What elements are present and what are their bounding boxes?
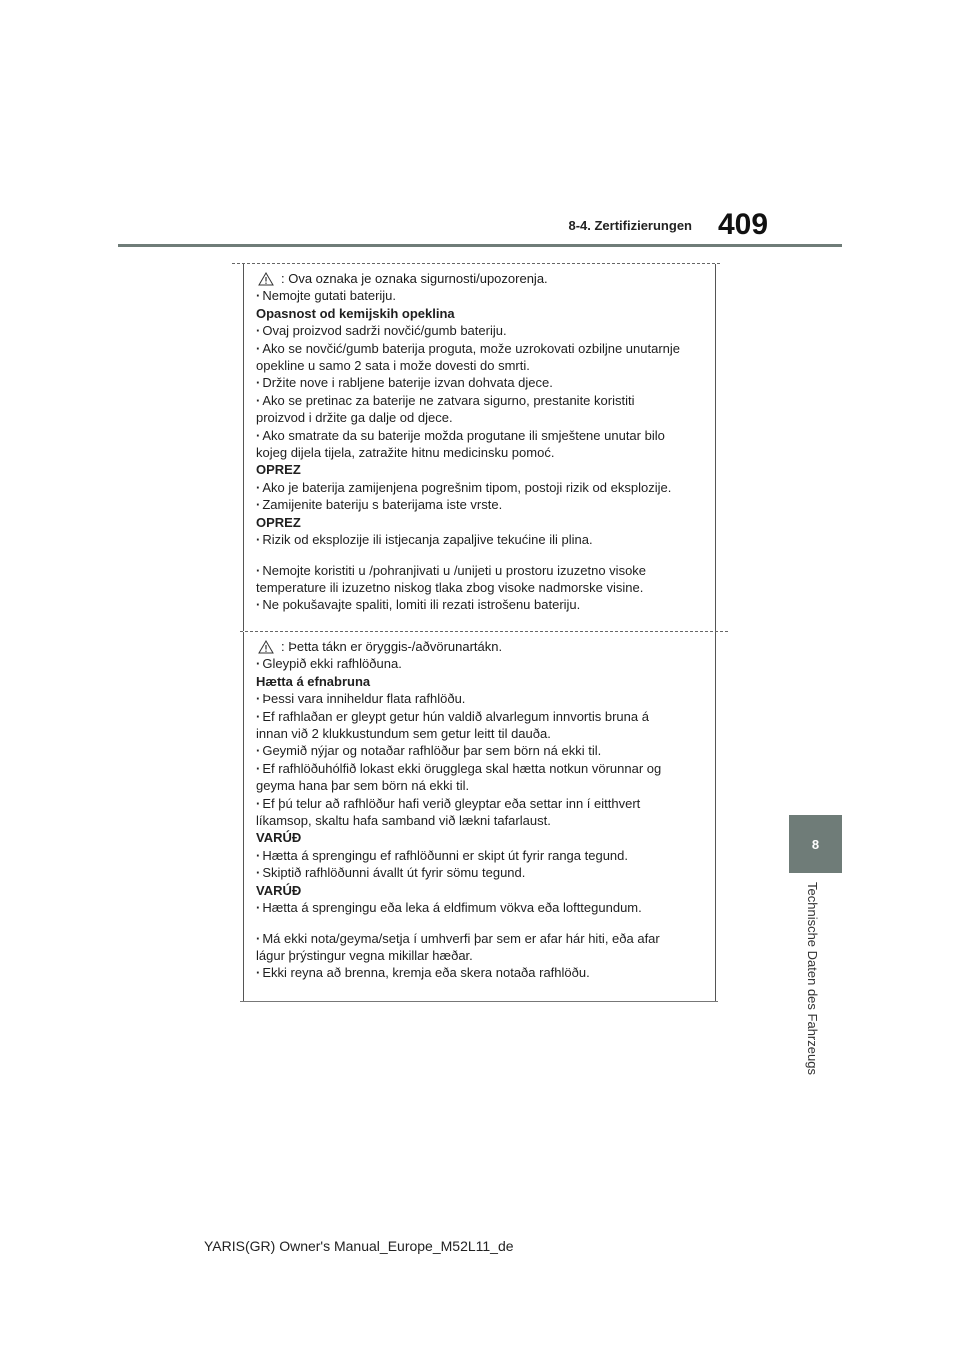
bullet-item: · Ne pokušavajte spaliti, lomiti ili rezati istrošenu bateriju. [256,596,707,613]
croatian-warning-label: : Ova oznaka je oznaka sigurnosti/upozorenja. [281,271,548,286]
bullet-item: · Držite nove i rabljene baterije izvan dohvata djece. [256,374,707,391]
text-line: geyma hana þar sem börn ná ekki til. [256,778,470,794]
text-line: innan við 2 klukkustundum sem getur leitt til dauða. [256,726,551,742]
bullet-item: · Þessi vara inniheldur flata rafhlöðu. [256,690,707,707]
section-heading: OPREZ [256,514,301,530]
bullet-item: · Ako je baterija zamijenjena pogrešnim tipom, postoji rizik od eksplozije. [256,479,707,496]
section-heading: OPREZ [256,462,301,478]
bullet-item: · Ako se novčić/gumb baterija proguta, može uzrokovati ozbiljne unutarnje [256,340,707,357]
icelandic-warning-label: : Þetta tákn er öryggis-/aðvörunartákn. [281,639,503,654]
paragraph-gap [256,917,707,930]
bullet-item: · Geymið nýjar og notaðar rafhlöður þar sem börn ná ekki til. [256,742,707,759]
bullet-item: · Ako smatrate da su baterije možda progutane ili smještene unutar bilo [256,427,707,444]
text-line: lágur þrýstingur vegna mikillar hæðar. [256,947,473,963]
bullet-item: · Skiptið rafhlöðunni ávallt út fyrir sömu tegund. [256,864,707,881]
section-heading: VARÚÐ [256,882,302,898]
box-bottom-rule [240,1001,718,1002]
bullet-item: · Hætta á sprengingu ef rafhlöðunni er skipt út fyrir ranga tegund. [256,847,707,864]
icelandic-warning-header [256,638,707,655]
chapter-title: Technische Daten des Fahrzeugs [805,882,820,1075]
icelandic-warning-box [243,632,716,1001]
paragraph-gap [256,549,707,562]
text-line: líkamsop, skaltu hafa samband við lækni tafarlaust. [256,813,551,829]
section-heading: Hætta á efnabruna [256,673,371,689]
section-heading: Opasnost od kemijskih opeklina [256,305,455,321]
bullet-item: · Ovaj proizvod sadrži novčić/gumb bateriju. [256,322,707,339]
text-line: opekline u samo 2 sata i može dovesti do smrti. [256,358,530,374]
header-divider [118,244,842,247]
bullet-item: · Zamijenite bateriju s baterijama iste vrste. [256,496,707,513]
croatian-text-lines [256,287,707,613]
bullet-item: · Ekki reyna að brenna, kremja eða skera notaða rafhlöðu. [256,964,707,981]
bullet-item: · Nemojte gutati bateriju. [256,287,707,304]
bullet-item: · Má ekki nota/geyma/setja í umhverfi þar sem er afar hár hiti, eða afar [256,930,707,947]
bullet-item: · Hætta á sprengingu eða leka á eldfimum vökva eða lofttegundum. [256,899,707,916]
chapter-tab [789,815,842,873]
warning-triangle-icon [258,640,274,654]
section-title: 8-4. Zertifizierungen [568,218,692,233]
text-line: temperature ili izuzetno niskog tlaka zbog visoke nadmorske visine. [256,579,644,595]
footer-manual-id: YARIS(GR) Owner's Manual_Europe_M52L11_de [204,1238,514,1254]
bullet-item: · Ef rafhlaðan er gleypt getur hún valdið alvarlegum innvortis bruna á [256,708,707,725]
text-line: kojeg dijela tijela, zatražite hitnu medicinsku pomoć. [256,445,555,461]
bullet-item: · Gleypið ekki rafhlöðuna. [256,655,707,672]
croatian-warning-header [256,270,707,287]
section-heading: VARÚÐ [256,830,302,846]
bullet-item: · Rizik od eksplozije ili istjecanja zapaljive tekućine ili plina. [256,531,707,548]
chapter-number: 8 [811,836,820,852]
text-line: proizvod i držite ga dalje od djece. [256,410,453,426]
icelandic-text-lines [256,655,707,981]
bullet-item: · Nemojte koristiti u /pohranjivati u /unijeti u prostoru izuzetno visoke [256,562,707,579]
bullet-item: · Ef rafhlöðuhólfið lokast ekki örugglega skal hætta notkun vörunnar og [256,760,707,777]
bullet-item: · Ako se pretinac za baterije ne zatvara sigurno, prestanite koristiti [256,392,707,409]
bullet-item: · Ef þú telur að rafhlöður hafi verið gleyptar eða settar inn í eitthvert [256,795,707,812]
warning-triangle-icon [258,272,274,286]
croatian-warning-box [243,264,716,631]
page-number: 409 [718,208,769,241]
